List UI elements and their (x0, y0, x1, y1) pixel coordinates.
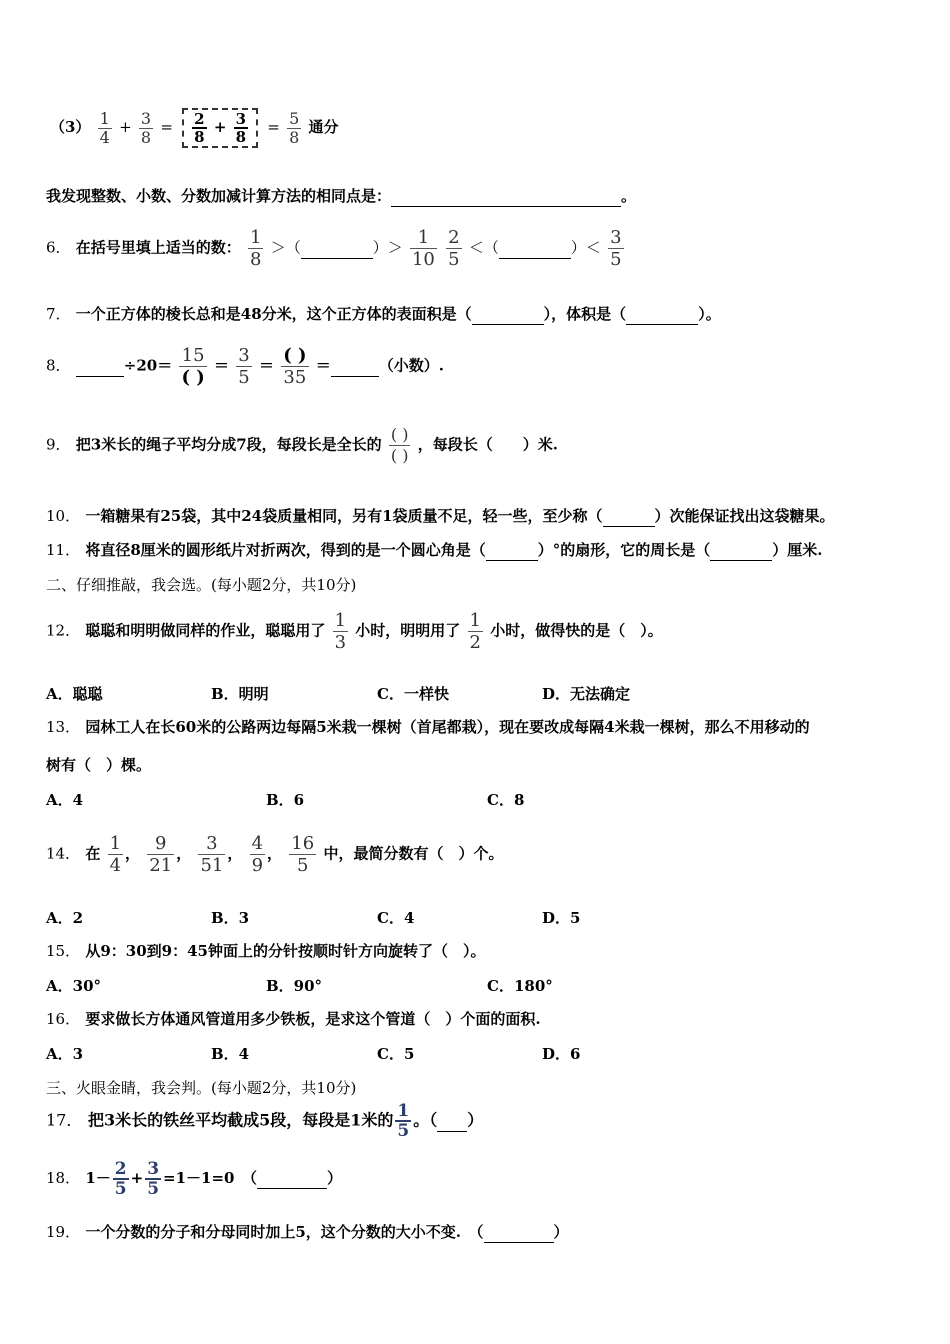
question-text: 树有（ ）棵。 (46, 756, 152, 774)
answer-blank[interactable] (472, 304, 544, 325)
equals-sign: ＝ (214, 356, 230, 375)
question-text: 小时，做得快的是（ ）。 (490, 621, 663, 640)
plus-sign: + (130, 1169, 144, 1187)
answer-blank[interactable] (486, 540, 538, 561)
separator: ， (176, 844, 192, 863)
answer-blank[interactable] (301, 238, 373, 259)
equals-sign: ＝ (315, 356, 331, 375)
fraction: $\frac{1}{4}$ (109, 833, 122, 876)
option-b[interactable]: B．4 (211, 1045, 250, 1063)
answer-blank[interactable] (603, 506, 655, 527)
fraction: $\frac{3}{5}$ (238, 345, 250, 388)
answer-blank[interactable] (484, 1222, 554, 1243)
fraction: $\frac{1}{8}$ (250, 227, 262, 270)
question-number: 16． (46, 1010, 81, 1028)
tail-text: 通分 (308, 118, 339, 136)
question-text: 我发现整数、小数、分数加减计算方法的相同点是： (46, 187, 392, 205)
question-14 (46, 833, 503, 876)
question-number: 10． (46, 507, 81, 525)
option-b[interactable]: B．90° (266, 977, 323, 995)
section-3-title: 三、火眼金睛，我会判。(每小题2分，共10分) (46, 1079, 357, 1097)
fraction: $\frac{( )}{( )}$ (390, 425, 409, 465)
fraction: $\frac{4}{9}$ (251, 833, 264, 876)
answer-blank[interactable] (331, 356, 379, 377)
question-text: （小数）. (378, 356, 444, 375)
option-a[interactable]: A．30° (46, 977, 102, 995)
question-text: 小时，明明用了 (355, 621, 461, 640)
fraction: $\frac{3}{5}$ (147, 1159, 160, 1199)
dashed-box (182, 108, 258, 148)
separator: ， (267, 844, 283, 863)
part-label: （3） (50, 118, 91, 136)
question-number: 9． (46, 435, 71, 454)
question-text: 1－ (85, 1169, 111, 1187)
option-d[interactable]: D．6 (542, 1045, 581, 1063)
option-b[interactable]: B．6 (266, 791, 305, 809)
question-8 (46, 345, 444, 388)
question-text: 一箱糖果有25袋，其中24袋质量相同，另有1袋质量不足，轻一些，至少称（ (85, 507, 603, 525)
option-a[interactable]: A．3 (46, 1045, 84, 1063)
option-d[interactable]: D．无法确定 (542, 685, 631, 703)
option-b[interactable]: B．3 (211, 909, 250, 927)
question-number: 17． (46, 1110, 83, 1130)
question-13 (46, 717, 810, 737)
answer-blank[interactable] (626, 304, 698, 325)
question-number: 11． (46, 541, 81, 559)
question-text: ）次能保证找出这袋糖果。 (654, 507, 835, 525)
question-text: ），体积是（ (543, 305, 627, 323)
option-b[interactable]: B．明明 (211, 685, 269, 703)
equals-sign: = (160, 118, 173, 136)
question-11 (46, 540, 823, 561)
question-number: 12． (46, 621, 81, 640)
question-text: ） (467, 1110, 484, 1130)
compare-close: ）＞ (372, 238, 403, 257)
fraction: $\frac{3}{5}$ (610, 227, 622, 270)
question-text: 中，最简分数有（ ）个。 (323, 844, 504, 863)
question-text: 从9：30到9：45钟面上的分针按顺时针方向旋转了（ ）。 (85, 942, 486, 960)
fraction: $\frac{2}{5}$ (448, 227, 460, 270)
question-text: ）厘米. (772, 541, 823, 559)
question-number: 6． (46, 238, 71, 257)
question-10 (46, 506, 835, 527)
question-19 (46, 1222, 569, 1243)
q5-discovery-line (46, 186, 636, 207)
question-6 (46, 227, 626, 270)
question-number: 19． (46, 1223, 81, 1241)
question-text: 一个正方体的棱长总和是48分米，这个正方体的表面积是（ (75, 305, 472, 323)
answer-blank[interactable] (710, 540, 772, 561)
question-number: 14． (46, 844, 81, 863)
question-text: ）。 (698, 305, 721, 323)
question-number: 13． (46, 718, 81, 736)
question-9 (46, 425, 558, 466)
question-text: 聪聪和明明做同样的作业，聪聪用了 (85, 621, 326, 640)
question-text: ） (553, 1223, 569, 1241)
option-c[interactable]: C．5 (377, 1045, 415, 1063)
question-text: ） (326, 1169, 342, 1187)
answer-blank[interactable] (257, 1168, 327, 1189)
option-c[interactable]: C．4 (377, 909, 415, 927)
question-text: =1－1=0 （ (163, 1169, 257, 1187)
question-text: ，每段长（ ）米. (417, 435, 558, 454)
fraction: $\frac{1}{10}$ (411, 227, 435, 270)
question-text: 在 (85, 844, 101, 863)
fraction: $\frac{1}{2}$ (469, 610, 481, 653)
fraction: $\frac{16}{5}$ (291, 833, 315, 876)
question-text: 把3米长的绳子平均分成7段，每段长是全长的 (75, 435, 382, 454)
compare-close: ）＜ (570, 238, 601, 257)
separator: ， (125, 844, 141, 863)
question-12 (46, 610, 663, 653)
fraction: $\frac{15}{( )}$ (181, 345, 205, 388)
question-number: 15． (46, 942, 81, 960)
question-number: 18． (46, 1169, 81, 1187)
question-text: 将直径8厘米的圆形纸片对折两次，得到的是一个圆心角是（ (85, 541, 486, 559)
fraction: $\frac{3}{51}$ (200, 833, 224, 876)
question-16 (46, 1009, 541, 1029)
equals-sign: = (267, 118, 280, 136)
fraction: $\frac{( )}{35}$ (283, 345, 307, 388)
fraction: $\frac{2}{5}$ (114, 1159, 127, 1199)
fraction: $\frac{9}{21}$ (149, 833, 173, 876)
fraction: $\frac{3}{8}$ (235, 110, 247, 146)
compare-open: ＜（ (468, 238, 499, 257)
equals-sign: ＝ (258, 356, 274, 375)
question-number: 7． (46, 305, 71, 323)
option-c[interactable]: C．8 (487, 791, 525, 809)
fraction: $\frac{1}{4}$ (99, 108, 110, 147)
punct: 。 (621, 187, 637, 205)
answer-blank[interactable] (391, 186, 621, 207)
plus-sign: + (119, 118, 132, 136)
question-18 (46, 1160, 342, 1198)
fraction: $\frac{3}{8}$ (140, 108, 152, 147)
fraction: $\frac{1}{3}$ (334, 610, 347, 653)
answer-blank[interactable] (499, 238, 571, 259)
plus-sign: + (213, 118, 227, 136)
question-text: 园林工人在长60米的公路两边每隔5米栽一棵树（首尾都栽），现在要改成每隔4米栽一棵树，那么不用移动的 (85, 718, 810, 736)
answer-blank[interactable] (76, 356, 124, 377)
question-13-cont (46, 755, 151, 775)
option-a[interactable]: A．2 (46, 909, 84, 927)
fraction: $\frac{1}{5}$ (397, 1101, 410, 1141)
question-text: 把3米长的铁丝平均截成5段，每段是1米的 (87, 1110, 394, 1130)
q5-part3-line (50, 108, 339, 148)
option-a[interactable]: A．4 (46, 791, 84, 809)
question-text: 一个分数的分子和分母同时加上5，这个分数的大小不变. （ (85, 1223, 484, 1241)
fraction: $\frac{5}{8}$ (289, 108, 300, 147)
option-c[interactable]: C．一样快 (377, 685, 449, 703)
option-d[interactable]: D．5 (542, 909, 581, 927)
division-text: ÷20＝ (123, 356, 173, 375)
question-text: 在括号里填上适当的数： (75, 238, 241, 257)
question-text: ）°的扇形，它的周长是（ (537, 541, 711, 559)
question-text: 。（ (413, 1110, 438, 1130)
option-a[interactable]: A．聪聪 (46, 685, 103, 703)
compare-open: ＞（ (270, 238, 301, 257)
option-c[interactable]: C．180° (487, 977, 553, 995)
question-7 (46, 304, 721, 325)
separator: ， (227, 844, 243, 863)
fraction: $\frac{2}{8}$ (194, 110, 205, 146)
answer-blank[interactable] (437, 1111, 467, 1132)
question-number: 8． (46, 356, 71, 375)
question-15 (46, 941, 485, 961)
question-text: 要求做长方体通风管道用多少铁板，是求这个管道（ ）个面的面积. (85, 1010, 541, 1028)
section-2-title: 二、仔细推敲，我会选。(每小题2分，共10分) (46, 576, 357, 594)
question-17 (46, 1102, 483, 1140)
